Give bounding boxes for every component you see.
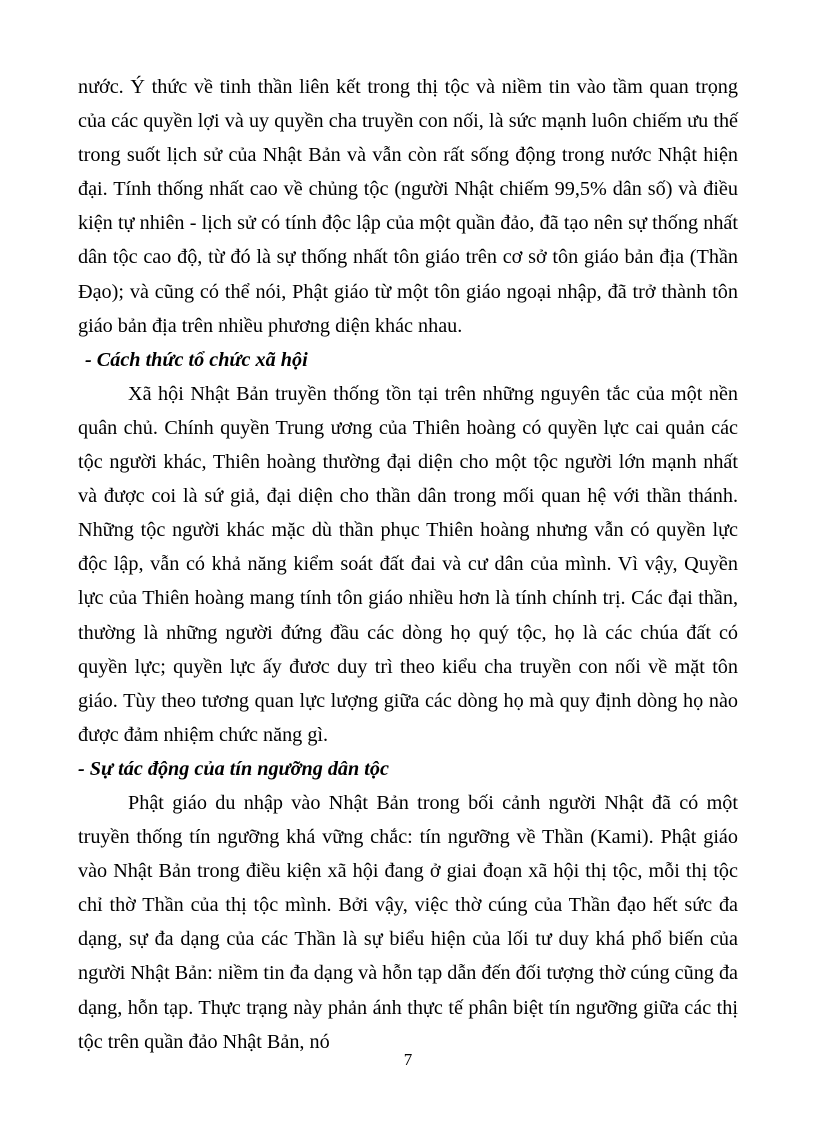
page-number: 7: [403, 1050, 413, 1069]
body-paragraph: Xã hội Nhật Bản truyền thống tồn tại trên những nguyên tắc của một nền quân chủ. Chính quyền Trung ương của Thiên hoàng có quyền lực cai quản các tộc người khác, Thiên hoàng thường đại diện cho một tộc người lớn mạnh nhất và được coi là sứ giả, đại diện cho thần dân trong mối quan hệ với thần thánh. Những tộc người khác mặc dù thần phục Thiên hoàng nhưng vẫn có quyền lực độc lập, vẫn có khả năng kiểm soát đất đai và cư dân của mình. Vì vậy, Quyền lực của Thiên hoàng mang tính tôn giáo nhiều hơn là tính chính trị. Các đại thần, thường là những người đứng đầu các dòng họ quý tộc, họ là các chúa đất có quyền lực; quyền lực ấy đươc duy trì theo kiểu cha truyền con nối về mặt tôn giáo. Tùy theo tương quan lực lượng giữa các dòng họ mà quy định dòng họ nào được đảm nhiệm chức năng gì.: [78, 382, 738, 746]
section-heading-social-organization: - Cách thức tổ chức xã hội: [85, 348, 308, 371]
body-paragraph: nước. Ý thức về tinh thần liên kết trong thị tộc và niềm tin vào tầm quan trọng của các quyền lợi và uy quyền cha truyền con nối, là sức mạnh luôn chiếm ưu thế trong suốt lịch sử của Nhật Bản và vẫn còn rất sống động trong nước Nhật hiện đại. Tính thống nhất cao về chủng tộc (người Nhật chiếm 99,5% dân số) và điều kiện tự nhiên - lịch sử có tính độc lập của một quần đảo, đã tạo nên sự thống nhất dân tộc cao độ, từ đó là sự thống nhất tôn giáo trên cơ sở tôn giáo bản địa (Thần Đạo); và cũng có thể nói, Phật giáo từ một tôn giáo ngoại nhập, đã trở thành tôn giáo bản địa trên nhiều phương diện khác nhau.: [78, 76, 738, 337]
section-heading-folk-belief-impact: - Sự tác động của tín ngưỡng dân tộc: [78, 757, 389, 780]
document-page: [78, 70, 738, 1059]
body-paragraph: Phật giáo du nhập vào Nhật Bản trong bối cảnh người Nhật đã có một truyền thống tín ngưỡng khá vững chắc: tín ngưỡng về Thần (Kami). Phật giáo vào Nhật Bản trong điều kiện xã hội đang ở giai đoạn xã hội thị tộc, mỗi thị tộc chỉ thờ Thần của thị tộc mình. Bởi vậy, việc thờ cúng của Thần đạo hết sức đa dạng, sự đa dạng của các Thần là sự biểu hiện của lối tư duy khá phổ biến của người Nhật Bản: niềm tin đa dạng và hỗn tạp dẫn đến đối tượng thờ cúng cũng đa dạng, hỗn tạp. Thực trạng này phản ánh thực tế phân biệt tín ngưỡng giữa các thị tộc trên quần đảo Nhật Bản, nó: [78, 791, 738, 1053]
